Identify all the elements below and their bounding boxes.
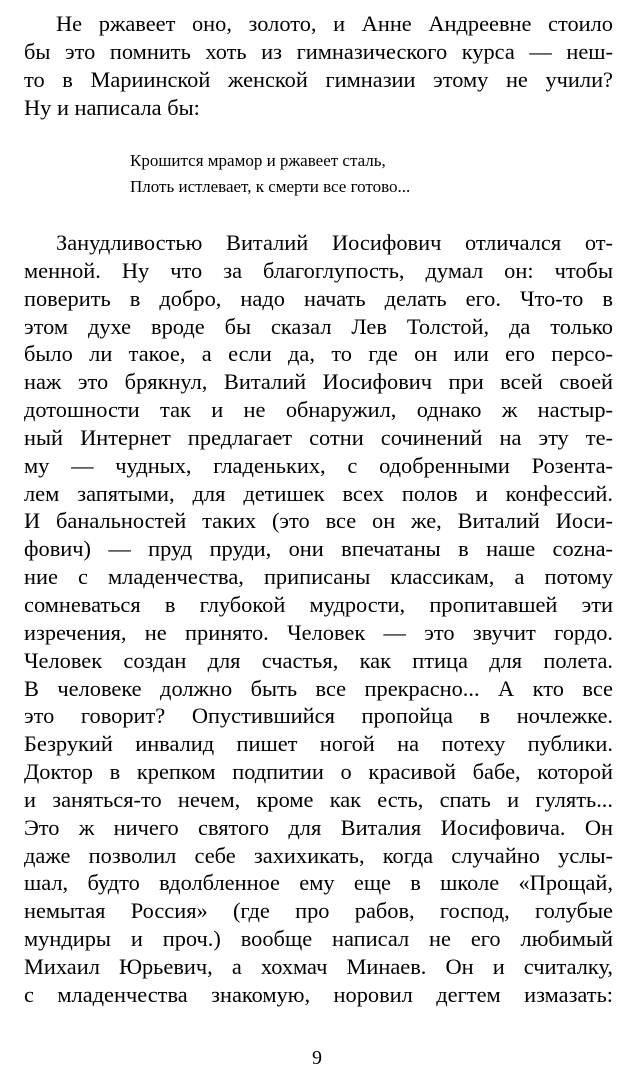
paragraph-2: [24, 229, 613, 1009]
text-line: ный Интернет предлагает сотни сочинений на эту те-: [24, 424, 613, 450]
text-line: бы это помнить хоть из гимназического курса — неш-: [24, 38, 613, 64]
text-line: наж это брякнул, Виталий Иосифович при всей своей: [24, 369, 613, 395]
text-line: В человеке должно быть все прекрасно... А кто все: [24, 675, 613, 701]
text-line: Человек создан для счастья, как птица для полета.: [24, 647, 613, 673]
text-line: ние с младенчества, приписаны классикам, а потому: [24, 564, 613, 590]
text-line: лем запятыми, для детишек всех полов и конфессий.: [24, 480, 613, 506]
text-line: Занудливостью Виталий Иосифович отличался от-: [56, 230, 613, 255]
text-line: даже позволил себе захихикать, когда случайно услы-: [24, 842, 613, 868]
text-line: Доктор в крепком подпитии о красивой бабе, которой: [24, 759, 613, 785]
text-line: этом духе вроде бы сказал Лев Толстой, да только: [24, 313, 613, 339]
text-line: это говорит? Опустившийся пропойца в ночлежке.: [24, 703, 613, 729]
text-line: Михаил Юрьевич, а хохмач Минаев. Он и считалку,: [24, 953, 613, 979]
page-number: 9: [312, 1047, 322, 1069]
text-line: поверить в добро, надо начать делать его. Что-то в: [24, 285, 613, 311]
text-line: дотошности так и не обнаружил, однако ж настыр-: [24, 397, 613, 423]
text-line: менной. Ну что за благоглупость, думал он: чтобы: [24, 257, 613, 283]
text-line: немытая Россия» (где про рабов, господ, голубые: [24, 898, 613, 924]
text-line: то в Мариинской женской гимназии этому не учили?: [24, 66, 613, 92]
text-line: Это ж ничего святого для Виталия Иосифовича. Он: [24, 814, 613, 840]
text-line: и заняться-то нечем, кроме как есть, спать и гулять...: [24, 786, 613, 812]
text-line: изречения, не принято. Человек — это звучит гордо.: [24, 619, 613, 645]
text-line: му — чудных, гладеньких, с одобренными Розента-: [24, 452, 613, 478]
text-line: шал, будто вдолбленное ему еще в школе «Прощай,: [24, 870, 613, 896]
verse-quote: [130, 148, 410, 200]
text-line: было ли такое, а если да, то где он или его персо-: [24, 341, 613, 367]
verse-line: Плоть истлевает, к смерти все готово...: [130, 177, 411, 196]
text-line: Ну и написала бы:: [24, 94, 200, 120]
text-line: Не ржавеет оно, золото, и Анне Андреевне стоило: [56, 11, 613, 36]
text-line: сомневаться в глубокой мудрости, пропитавшей эти: [24, 591, 613, 617]
paragraph-1: [24, 10, 613, 121]
text-line: мундиры и проч.) вообще написал не его любимый: [24, 926, 613, 952]
text-line: Безрукий инвалид пишет ногой на потеху публики.: [24, 731, 613, 757]
verse-line: Крошится мрамор и ржавеет сталь,: [130, 151, 386, 170]
text-line: с младенчества знакомую, норовил дегтем измазать:: [24, 981, 613, 1007]
text-line: И банальностей таких (это все он же, Виталий Иоси-: [24, 508, 613, 534]
text-line: фович) — пруд пруди, они впечатаны в наше сozна-: [24, 536, 613, 562]
